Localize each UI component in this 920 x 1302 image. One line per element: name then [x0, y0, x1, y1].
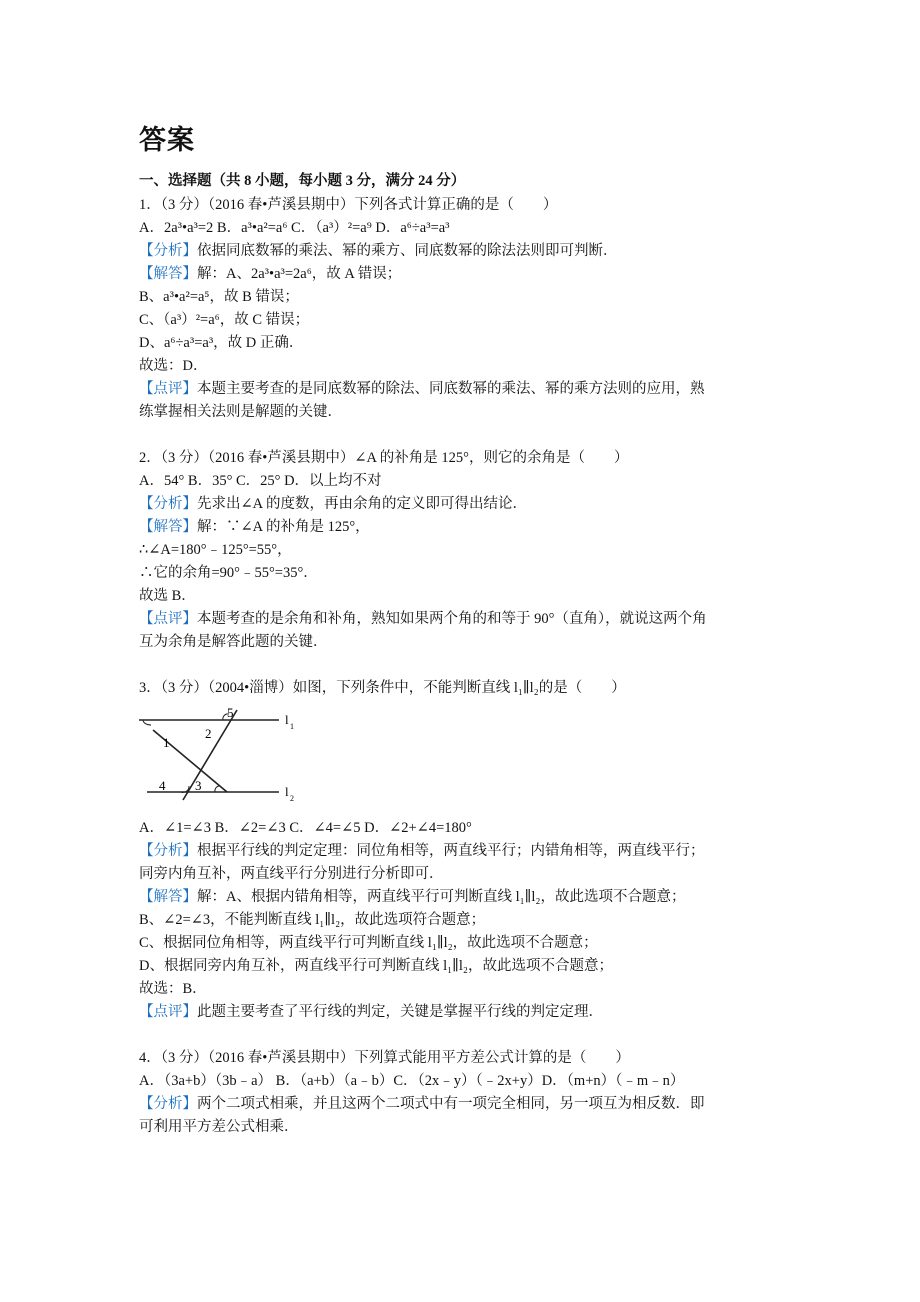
- comment-tag: 【点评】: [139, 1004, 197, 1020]
- answer-page: [139, 118, 789, 1139]
- q2-analysis-text: 先求出∠A 的度数，再由余角的定义即可得出结论．: [197, 496, 527, 512]
- question-4: [139, 1047, 789, 1139]
- q2-options: A．54° B．35° C．25° D．以上均不对: [139, 473, 382, 489]
- q2-comment: [139, 608, 789, 631]
- answer-tag: 【解答】: [139, 266, 197, 282]
- q3-comment-text: 此题主要考查了平行线的判定，关键是掌握平行线的判定定理．: [197, 1004, 603, 1020]
- q2-analysis: [139, 493, 789, 516]
- q2-answer-line: 故选 B．: [139, 588, 196, 604]
- transversal-2: [183, 710, 237, 800]
- q3-answer-line: D、根据同旁内角互补，两直线平行可判断直线 l₁∥l₂，故此选项不合题意；: [139, 958, 613, 974]
- q3-options: A．∠1=∠3 B．∠2=∠3 C．∠4=∠5 D．∠2+∠4=180°: [139, 820, 472, 836]
- analysis-tag: 【分析】: [139, 1096, 197, 1112]
- q4-options: A．（3a+b）（3b﹣a） B．（a+b）（a﹣b）C．（2x﹣y）（﹣2x+y）D．（m+n）（﹣m﹣n）: [139, 1073, 685, 1089]
- q2-answer-line: ∴它的余角=90°﹣55°=35°．: [139, 565, 318, 581]
- line-label-l1: l: [285, 712, 289, 727]
- question-2: [139, 447, 789, 654]
- angle-label: 5: [227, 708, 234, 720]
- parallel-lines-figure: [139, 708, 789, 813]
- q2-answer-line: ∴∠A=180°﹣125°=55°，: [139, 542, 292, 558]
- angle-label: 1: [163, 735, 170, 750]
- q1-analysis: [139, 240, 789, 263]
- q3-answer-line: C、根据同位角相等，两直线平行可判断直线 l₁∥l₂，故此选项不合题意；: [139, 935, 598, 951]
- q1-answer-line: [139, 263, 789, 286]
- q3-answer-text: 解：A、根据内错角相等，两直线平行可判断直线 l₁∥l₂，故此选项不合题意；: [197, 889, 686, 905]
- q1-comment: [139, 378, 789, 401]
- q3-comment: [139, 1001, 789, 1024]
- page-title: 答案: [139, 125, 195, 156]
- analysis-tag: 【分析】: [139, 843, 197, 859]
- angle-label: 2: [205, 726, 212, 741]
- q1-analysis-text: 依据同底数幂的乘法、幂的乘方、同底数幂的除法法则即可判断．: [197, 243, 618, 259]
- q4-stem: 4．（3 分）（2016 春•芦溪县期中）下列算式能用平方差公式计算的是（ ）: [139, 1050, 630, 1066]
- q1-answer-line: 故选：D．: [139, 358, 208, 374]
- angle-arc: [215, 786, 219, 792]
- q3-analysis-text: 根据平行线的判定定理：同位角相等，两直线平行；内错角相等，两直线平行；: [197, 843, 705, 859]
- question-3: [139, 677, 789, 1024]
- q1-comment-line: 练掌握相关法则是解题的关键．: [139, 404, 342, 420]
- q1-options: A．2a³•a³=2 B．a³•a²=a⁶ C．（a³）²=a⁹ D．a⁶÷a³=a³: [139, 220, 450, 236]
- analysis-tag: 【分析】: [139, 496, 197, 512]
- line-label-l2: l: [285, 784, 289, 799]
- q4-analysis-text: 两个二项式相乘，并且这两个二项式中有一项完全相同，另一项互为相反数．即: [197, 1096, 705, 1112]
- angle-label: 3: [195, 778, 202, 793]
- angle-label: 4: [159, 778, 166, 793]
- parallel-lines-diagram: [139, 708, 339, 808]
- q2-comment-text: 本题考查的是余角和补角，熟知如果两个角的和等于 90°（直角），就说这两个角: [197, 611, 707, 627]
- q3-answer-line: 故选：B．: [139, 981, 207, 997]
- q3-analysis: [139, 840, 789, 863]
- q2-comment-line: 互为余角是解答此题的关键．: [139, 634, 328, 650]
- q2-stem: 2．（3 分）（2016 春•芦溪县期中）∠A 的补角是 125°，则它的余角是（ ）: [139, 450, 629, 466]
- q1-answer-line: C、（a³）²=a⁶，故 C 错误；: [139, 312, 310, 328]
- line-label-l2-sub: 2: [290, 794, 294, 803]
- question-1: [139, 194, 789, 424]
- q3-stem: 3．（3 分）（2004•淄博）如图，下列条件中，不能判断直线 l₁∥l₂的是（ ）: [139, 680, 626, 696]
- analysis-tag: 【分析】: [139, 243, 197, 259]
- q3-answer-line: B、∠2=∠3，不能判断直线 l₁∥l₂，故此选项符合题意；: [139, 912, 486, 928]
- q2-answer-line: [139, 516, 789, 539]
- q1-comment-text: 本题主要考查的是同底数幂的除法、同底数幂的乘法、幂的乘方法则的应用，熟: [197, 381, 705, 397]
- q1-answer-line: B、a³•a²=a⁵，故 B 错误；: [139, 289, 299, 305]
- q1-answer-text: 解：A、2a³•a³=2a⁶，故 A 错误；: [197, 266, 402, 282]
- line-label-l1-sub: 1: [290, 722, 294, 731]
- q1-stem: 1．（3 分）（2016 春•芦溪县期中）下列各式计算正确的是（ ）: [139, 197, 558, 213]
- section-heading: 一、选择题（共 8 小题，每小题 3 分，满分 24 分）: [139, 173, 466, 189]
- q4-analysis-line: 可利用平方差公式相乘．: [139, 1119, 299, 1135]
- q4-analysis: [139, 1093, 789, 1116]
- q3-analysis-line: 同旁内角互补，两直线平行分别进行分析即可．: [139, 866, 444, 882]
- answer-tag: 【解答】: [139, 519, 197, 535]
- comment-tag: 【点评】: [139, 611, 197, 627]
- q3-answer-line: [139, 886, 789, 909]
- q1-answer-line: D、a⁶÷a³=a³，故 D 正确．: [139, 335, 304, 351]
- answer-tag: 【解答】: [139, 889, 197, 905]
- comment-tag: 【点评】: [139, 381, 197, 397]
- q2-answer-text: 解：∵∠A 的补角是 125°，: [197, 519, 370, 535]
